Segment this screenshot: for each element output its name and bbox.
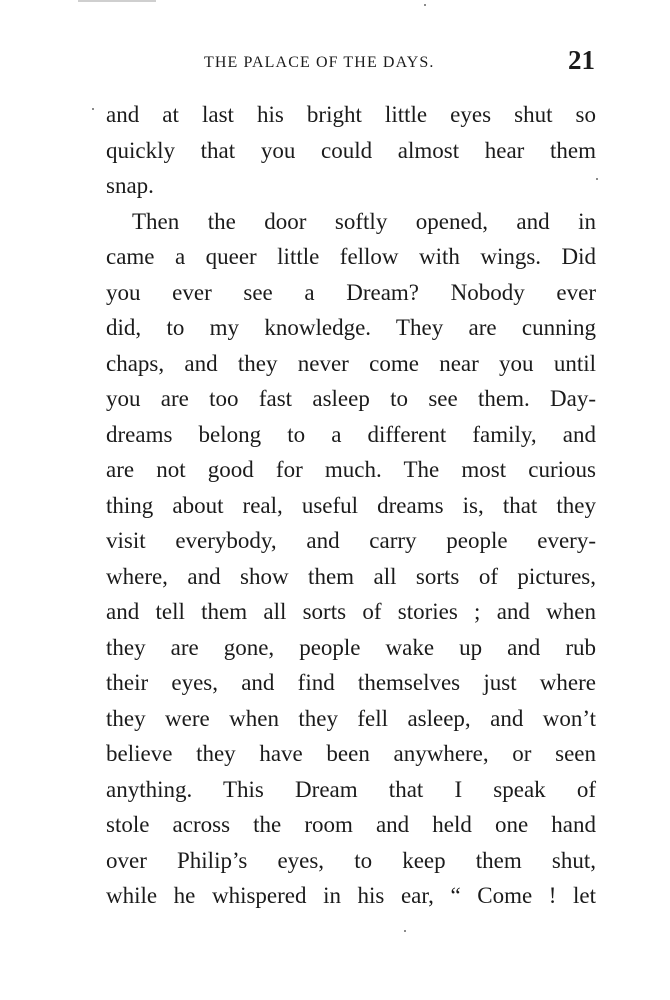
ink-speck	[424, 4, 426, 6]
ink-speck	[92, 108, 94, 110]
page-number: 21	[568, 45, 595, 75]
text-line: you are too fast asleep to see them. Day-	[106, 386, 596, 411]
text-line: are not good for much. The most curious	[106, 457, 596, 482]
text-line: and tell them all sorts of stories ; and when	[106, 599, 596, 624]
scan-edge-rule	[78, 0, 156, 2]
text-line: stole across the room and held one hand	[106, 812, 596, 837]
text-line: while he whispered in his ear, “ Come ! let	[106, 883, 596, 908]
text-line: quickly that you could almost hear them	[106, 137, 596, 163]
ink-speck	[404, 930, 406, 932]
text-line: believe they have been anywhere, or seen	[106, 741, 596, 766]
text-line: anything. This Dream that I speak of	[106, 776, 596, 802]
text-line: they are gone, people wake up and rub	[106, 634, 596, 660]
running-title: THE PALACE OF THE DAYS.	[204, 54, 435, 71]
text-line: and at last his bright little eyes shut so	[106, 102, 596, 127]
text-line: thing about real, useful dreams is, that they	[106, 492, 596, 518]
text-line: Then the door softly opened, and in	[132, 208, 596, 234]
text-line: you ever see a Dream? Nobody ever	[106, 279, 596, 305]
text-line: chaps, and they never come near you until	[106, 350, 596, 376]
text-line: visit everybody, and carry people every-	[106, 528, 596, 553]
ink-speck	[596, 178, 598, 180]
text-line: came a queer little fellow with wings. Did	[106, 244, 596, 269]
text-line: they were when they fell asleep, and won’t	[106, 705, 596, 731]
text-line: where, and show them all sorts of pictures,	[106, 563, 596, 589]
text-line: snap.	[106, 173, 154, 198]
text-line: dreams belong to a different family, and	[106, 421, 596, 447]
body-text	[106, 97, 596, 914]
text-line: their eyes, and find themselves just where	[106, 670, 596, 695]
text-line: over Philip’s eyes, to keep them shut,	[106, 847, 596, 873]
text-line: did, to my knowledge. They are cunning	[106, 315, 596, 340]
page-header	[104, 44, 597, 84]
